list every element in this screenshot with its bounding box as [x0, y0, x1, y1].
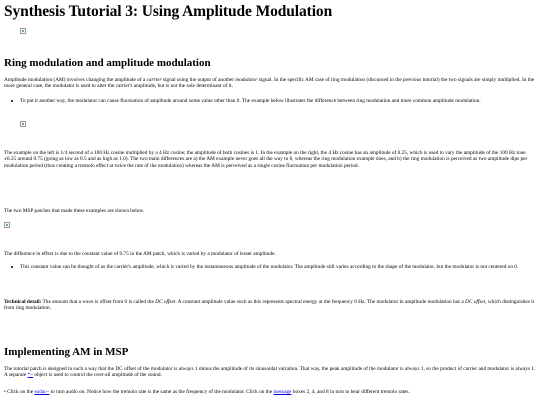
paragraph-effect-difference: The difference in effect is due to the constant value of 0.75 in the AM patch, which is varied by a modulator of lesser amplitude. [4, 251, 276, 257]
paragraph-technical-detail [4, 299, 536, 312]
bullet-constant-value: This constant value can be thought of as the carrier's amplitude, which is varied by the instantaneous amplitude of the modulator. The amplitude still varies according to the shape of the modulator, but the modulator is not centered on 0. [20, 264, 519, 270]
broken-image-icon [20, 28, 26, 34]
paragraph-am-intro [4, 77, 536, 90]
term-carrier: carrier [146, 77, 162, 83]
term-modulator: modulator [235, 77, 258, 83]
text-span: signal. In the specific AM case of ring modulation (discussed in the previous tutorial) the two signals are simply multiplied. In the more general case, the modulator is used to alter the carrier's amplitude, but is not the sole determinant of it. [4, 77, 535, 90]
message-link[interactable]: message [273, 389, 292, 395]
text-span: boxes 2, 4, and 8 in turn to hear different tremolo rates. [291, 389, 410, 395]
broken-image-icon [4, 222, 10, 228]
page-title: Synthesis Tutorial 3: Using Amplitude Modulation [4, 3, 333, 20]
term-dc-offset: DC offset [155, 299, 176, 305]
text-span: signal using the output of another [161, 77, 236, 83]
text-span: to turn audio on. Notice how the tremolo rate is the same as the frequency of the modulator. Click on the [49, 389, 274, 395]
text-span: The amount that a wave is offset from 0 is called the [41, 299, 156, 305]
paragraph-click-instructions [4, 389, 536, 395]
multiply-object-link[interactable]: *~ [27, 372, 34, 379]
text-span: The tutorial patch is designed in such a way that the DC offset of the modulator is always 1 minus the amplitude of its sinusoidal variation. That way, the peak amplitude of the modulator is always 1, so the product of carrier and modulator is always 1. A separate [4, 366, 536, 379]
section-heading-implementing-am: Implementing AM in MSP [4, 346, 129, 358]
paragraph-tutorial-patch [4, 366, 536, 379]
bullet-marker [11, 266, 13, 268]
text-span: • Click on the [4, 389, 35, 395]
section-heading-ring-modulation: Ring modulation and amplitude modulation [4, 57, 211, 69]
ezdac-link[interactable]: ezdac~ [34, 389, 50, 395]
term-dc-offset: DC offset [465, 299, 486, 305]
bullet-marker [11, 100, 13, 102]
text-span: . A constant amplitude value such as this represents spectral energy at the frequency 0 Hz. The modulator in amplitude modulation has a [175, 299, 466, 305]
bullet-fluctuation: To put it another way, the modulator can cause fluctuation of amplitude around some value other than 0. The example below illustrates the difference between ring modulation and more common amplitude modulation. [20, 98, 481, 104]
paragraph-msp-patches: The two MSP patches that made these examples are shown below. [4, 208, 145, 214]
broken-image-icon [20, 121, 26, 127]
text-span: object is used to control the over-all amplitude of the sound. [33, 372, 162, 379]
text-span: Amplitude modulation (AM) involves changing the amplitude of a [4, 77, 147, 83]
paragraph-example-comparison: The example on the left is 1/4 second of a 100 Hz cosine multiplied by a 4 Hz cosine; the amplitude of both cosines is 1. In the example on the right, the 4 Hz cosine has an amplitude of 0.25, which is used to vary the amplitude of the 100 Hz tone ±0.25 around 0.75 (going as low as 0.5 and as high as 1.0). The two main differences are a) the AM example never goes all the way to 0, whereas the ring modulation example does, and b) the ring modulation is perceived as two amplitude dips per modulation period (thus creating a tremolo effect at twice the rate of the modulation) whereas the AM is perceived as a single cosine fluctuation per modulation period. [4, 150, 528, 169]
technical-detail-label: Technical detail: [4, 299, 42, 305]
text-span: , which distinguishes it from ring modulation. [4, 299, 535, 312]
